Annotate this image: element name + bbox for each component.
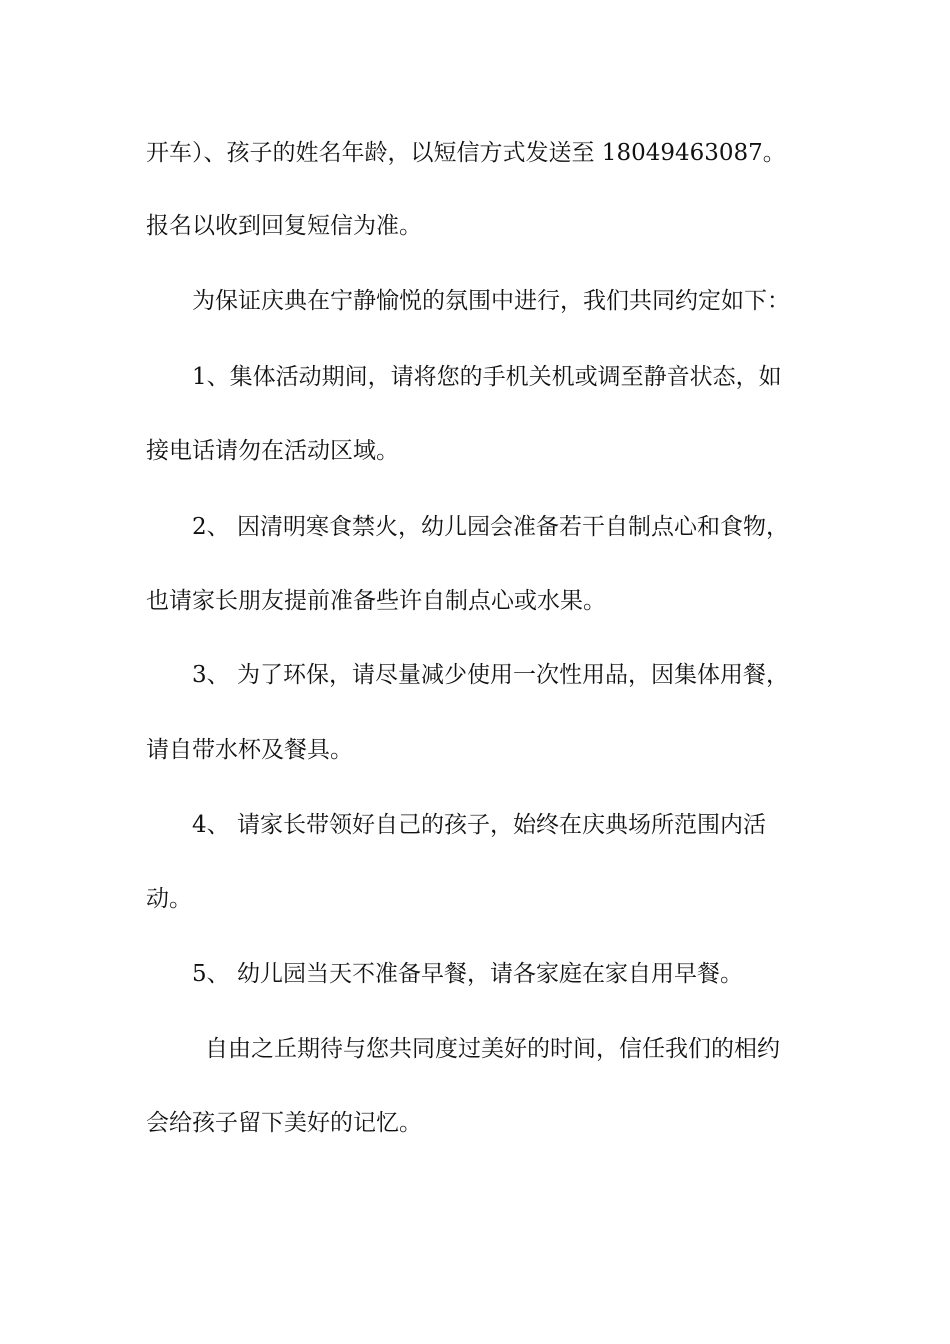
text-line: 为保证庆典在宁静愉悦的氛围中进行，我们共同约定如下：: [192, 288, 790, 314]
text-line: 接电话请勿在活动区域。: [146, 438, 399, 464]
text-line: 4、 请家长带领好自己的孩子，始终在庆典场所范围内活: [192, 812, 766, 838]
text-line: 2、 因清明寒食禁火，幼儿园会准备若干自制点心和食物，: [192, 514, 789, 540]
text-line: 会给孩子留下美好的记忆。: [146, 1110, 422, 1136]
text-line: 动。: [146, 886, 192, 912]
text-line: 请自带水杯及餐具。: [146, 737, 353, 763]
text-line: 5、 幼儿园当天不准备早餐，请各家庭在家自用早餐。: [192, 961, 743, 987]
text-line: 1、集体活动期间，请将您的手机关机或调至静音状态，如: [192, 364, 782, 390]
text-line: 报名以收到回复短信为准。: [146, 213, 422, 239]
text-line: 3、 为了环保，请尽量减少使用一次性用品，因集体用餐，: [192, 662, 789, 688]
text-line: 也请家长朋友提前准备些许自制点心或水果。: [146, 588, 606, 614]
text-line: 自由之丘期待与您共同度过美好的时间，信任我们的相约: [205, 1036, 780, 1062]
text-line: 开车）、孩子的姓名年龄，以短信方式发送至 18049463087。: [146, 140, 786, 166]
